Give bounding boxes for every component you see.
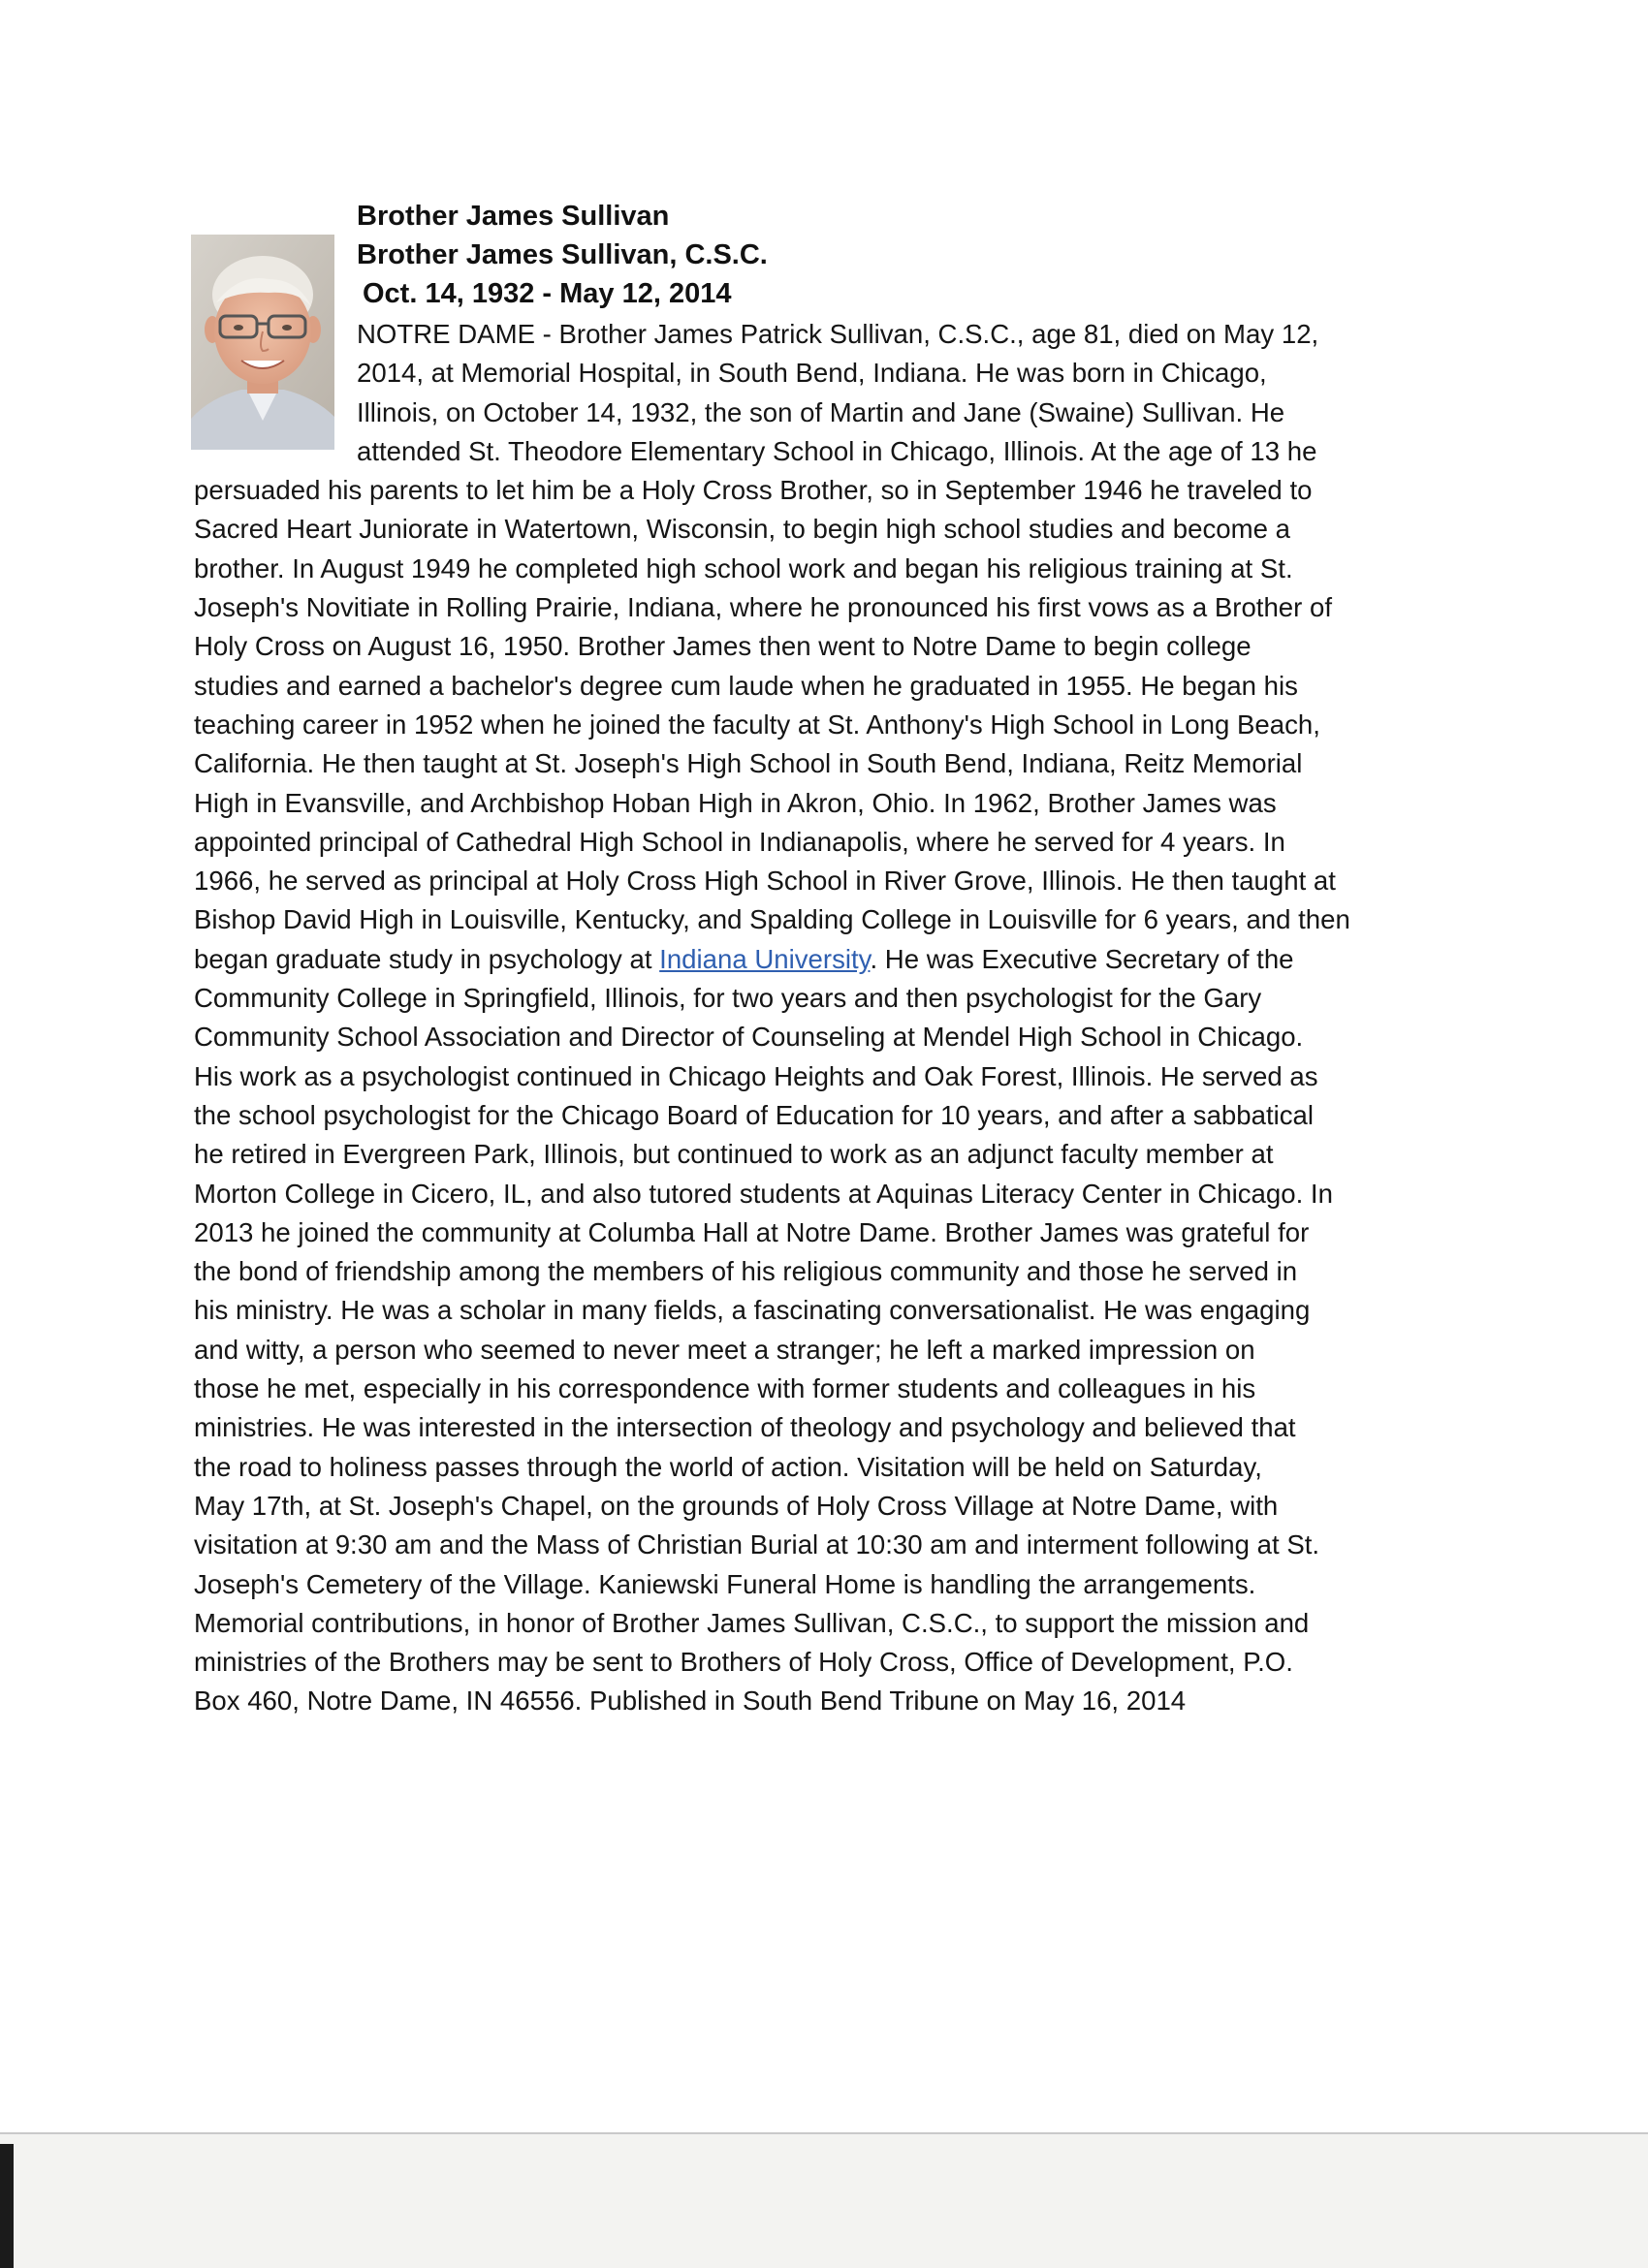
body-line-text: began graduate study in psychology at xyxy=(194,943,660,974)
body-line: the bond of friendship among the members of his religious community and those he served in xyxy=(194,1256,1298,1287)
obituary-dates: Oct. 14, 1932 - May 12, 2014 xyxy=(363,278,732,309)
body-line: Community College in Springfield, Illinois, for two years and then psychologist for the Gary xyxy=(194,983,1262,1014)
indiana-university-link[interactable]: Indiana University xyxy=(659,943,871,974)
body-line: Sacred Heart Juniorate in Watertown, Wisconsin, to begin high school studies and become a xyxy=(194,514,1290,545)
body-line: persuaded his parents to let him be a Holy Cross Brother, so in September 1946 he traveled to xyxy=(194,475,1313,506)
body-line: Holy Cross on August 16, 1950. Brother James then went to Notre Dame to begin college xyxy=(194,631,1252,662)
body-line: studies and earned a bachelor's degree cum laude when he graduated in 1955. He began his xyxy=(194,670,1298,701)
body-line: California. He then taught at St. Joseph's High School in South Bend, Indiana, Reitz Memorial xyxy=(194,748,1303,779)
body-line: appointed principal of Cathedral High School in Indianapolis, where he served for 4 years. In xyxy=(194,826,1285,857)
body-line: Joseph's Novitiate in Rolling Prairie, Indiana, where he pronounced his first vows as a Brother of xyxy=(194,592,1333,623)
body-line: Bishop David High in Louisville, Kentucky, and Spalding College in Louisville for 6 years, and then xyxy=(194,904,1350,935)
body-line: the school psychologist for the Chicago Board of Education for 10 years, and after a sabbatical xyxy=(194,1099,1315,1130)
body-line: 1966, he served as principal at Holy Cross High School in River Grove, Illinois. He then taught at xyxy=(194,866,1336,897)
body-line: Joseph's Cemetery of the Village. Kaniewski Funeral Home is handling the arrangements. xyxy=(194,1568,1256,1599)
body-line: Morton College in Cicero, IL, and also tutored students at Aquinas Literacy Center in Chicago. In xyxy=(194,1178,1333,1209)
body-line: Memorial contributions, in honor of Brother James Sullivan, C.S.C., to support the mission and xyxy=(194,1607,1310,1638)
body-line: May 17th, at St. Joseph's Chapel, on the grounds of Holy Cross Village at Notre Dame, with xyxy=(194,1490,1279,1521)
body-line: those he met, especially in his correspondence with former students and colleagues in his xyxy=(194,1373,1256,1404)
scan-edge-shadow xyxy=(0,2144,14,2268)
body-line: His work as a psychologist continued in Chicago Heights and Oak Forest, Illinois. He served as xyxy=(194,1060,1318,1091)
body-line: Illinois, on October 14, 1932, the son of Martin and Jane (Swaine) Sullivan. He xyxy=(357,396,1285,427)
body-line: attended St. Theodore Elementary School in Chicago, Illinois. At the age of 13 he xyxy=(357,435,1317,466)
body-line: visitation at 9:30 am and the Mass of Christian Burial at 10:30 am and interment following at St. xyxy=(194,1529,1320,1560)
body-line: High in Evansville, and Archbishop Hoban High in Akron, Ohio. In 1962, Brother James was xyxy=(194,787,1277,818)
obituary-heading: Brother James Sullivan xyxy=(357,201,670,232)
body-line: Community School Association and Director of Counseling at Mendel High School in Chicago. xyxy=(194,1022,1304,1053)
body-line: 2014, at Memorial Hospital, in South Bend, Indiana. He was born in Chicago, xyxy=(357,358,1267,389)
body-line-text: . He was Executive Secretary of the xyxy=(870,943,1294,974)
scan-bottom-margin xyxy=(0,2132,1648,2268)
body-line: he retired in Evergreen Park, Illinois, but continued to work as an adjunct faculty member at xyxy=(194,1139,1274,1170)
body-line: NOTRE DAME - Brother James Patrick Sullivan, C.S.C., age 81, died on May 12, xyxy=(357,319,1319,349)
body-line: 2013 he joined the community at Columba Hall at Notre Dame. Brother James was grateful for xyxy=(194,1216,1310,1247)
obituary-body xyxy=(194,315,1454,1721)
body-line xyxy=(194,940,1454,979)
body-line: teaching career in 1952 when he joined the faculty at St. Anthony's High School in Long Beach, xyxy=(194,709,1320,740)
body-line: ministries. He was interested in the intersection of theology and psychology and believed that xyxy=(194,1412,1296,1443)
body-line: Box 460, Notre Dame, IN 46556. Published in South Bend Tribune on May 16, 2014 xyxy=(194,1685,1187,1717)
body-line: his ministry. He was a scholar in many fields, a fascinating conversationalist. He was engaging xyxy=(194,1295,1311,1326)
body-line: ministries of the Brothers may be sent to Brothers of Holy Cross, Office of Development, P.O. xyxy=(194,1647,1293,1678)
obituary-header xyxy=(357,197,768,313)
body-line: the road to holiness passes through the world of action. Visitation will be held on Saturday, xyxy=(194,1451,1262,1482)
body-line: brother. In August 1949 he completed high school work and began his religious training at St. xyxy=(194,552,1293,583)
body-line: and witty, a person who seemed to never meet a stranger; he left a marked impression on xyxy=(194,1334,1255,1365)
obituary-full-name: Brother James Sullivan, C.S.C. xyxy=(357,239,768,270)
